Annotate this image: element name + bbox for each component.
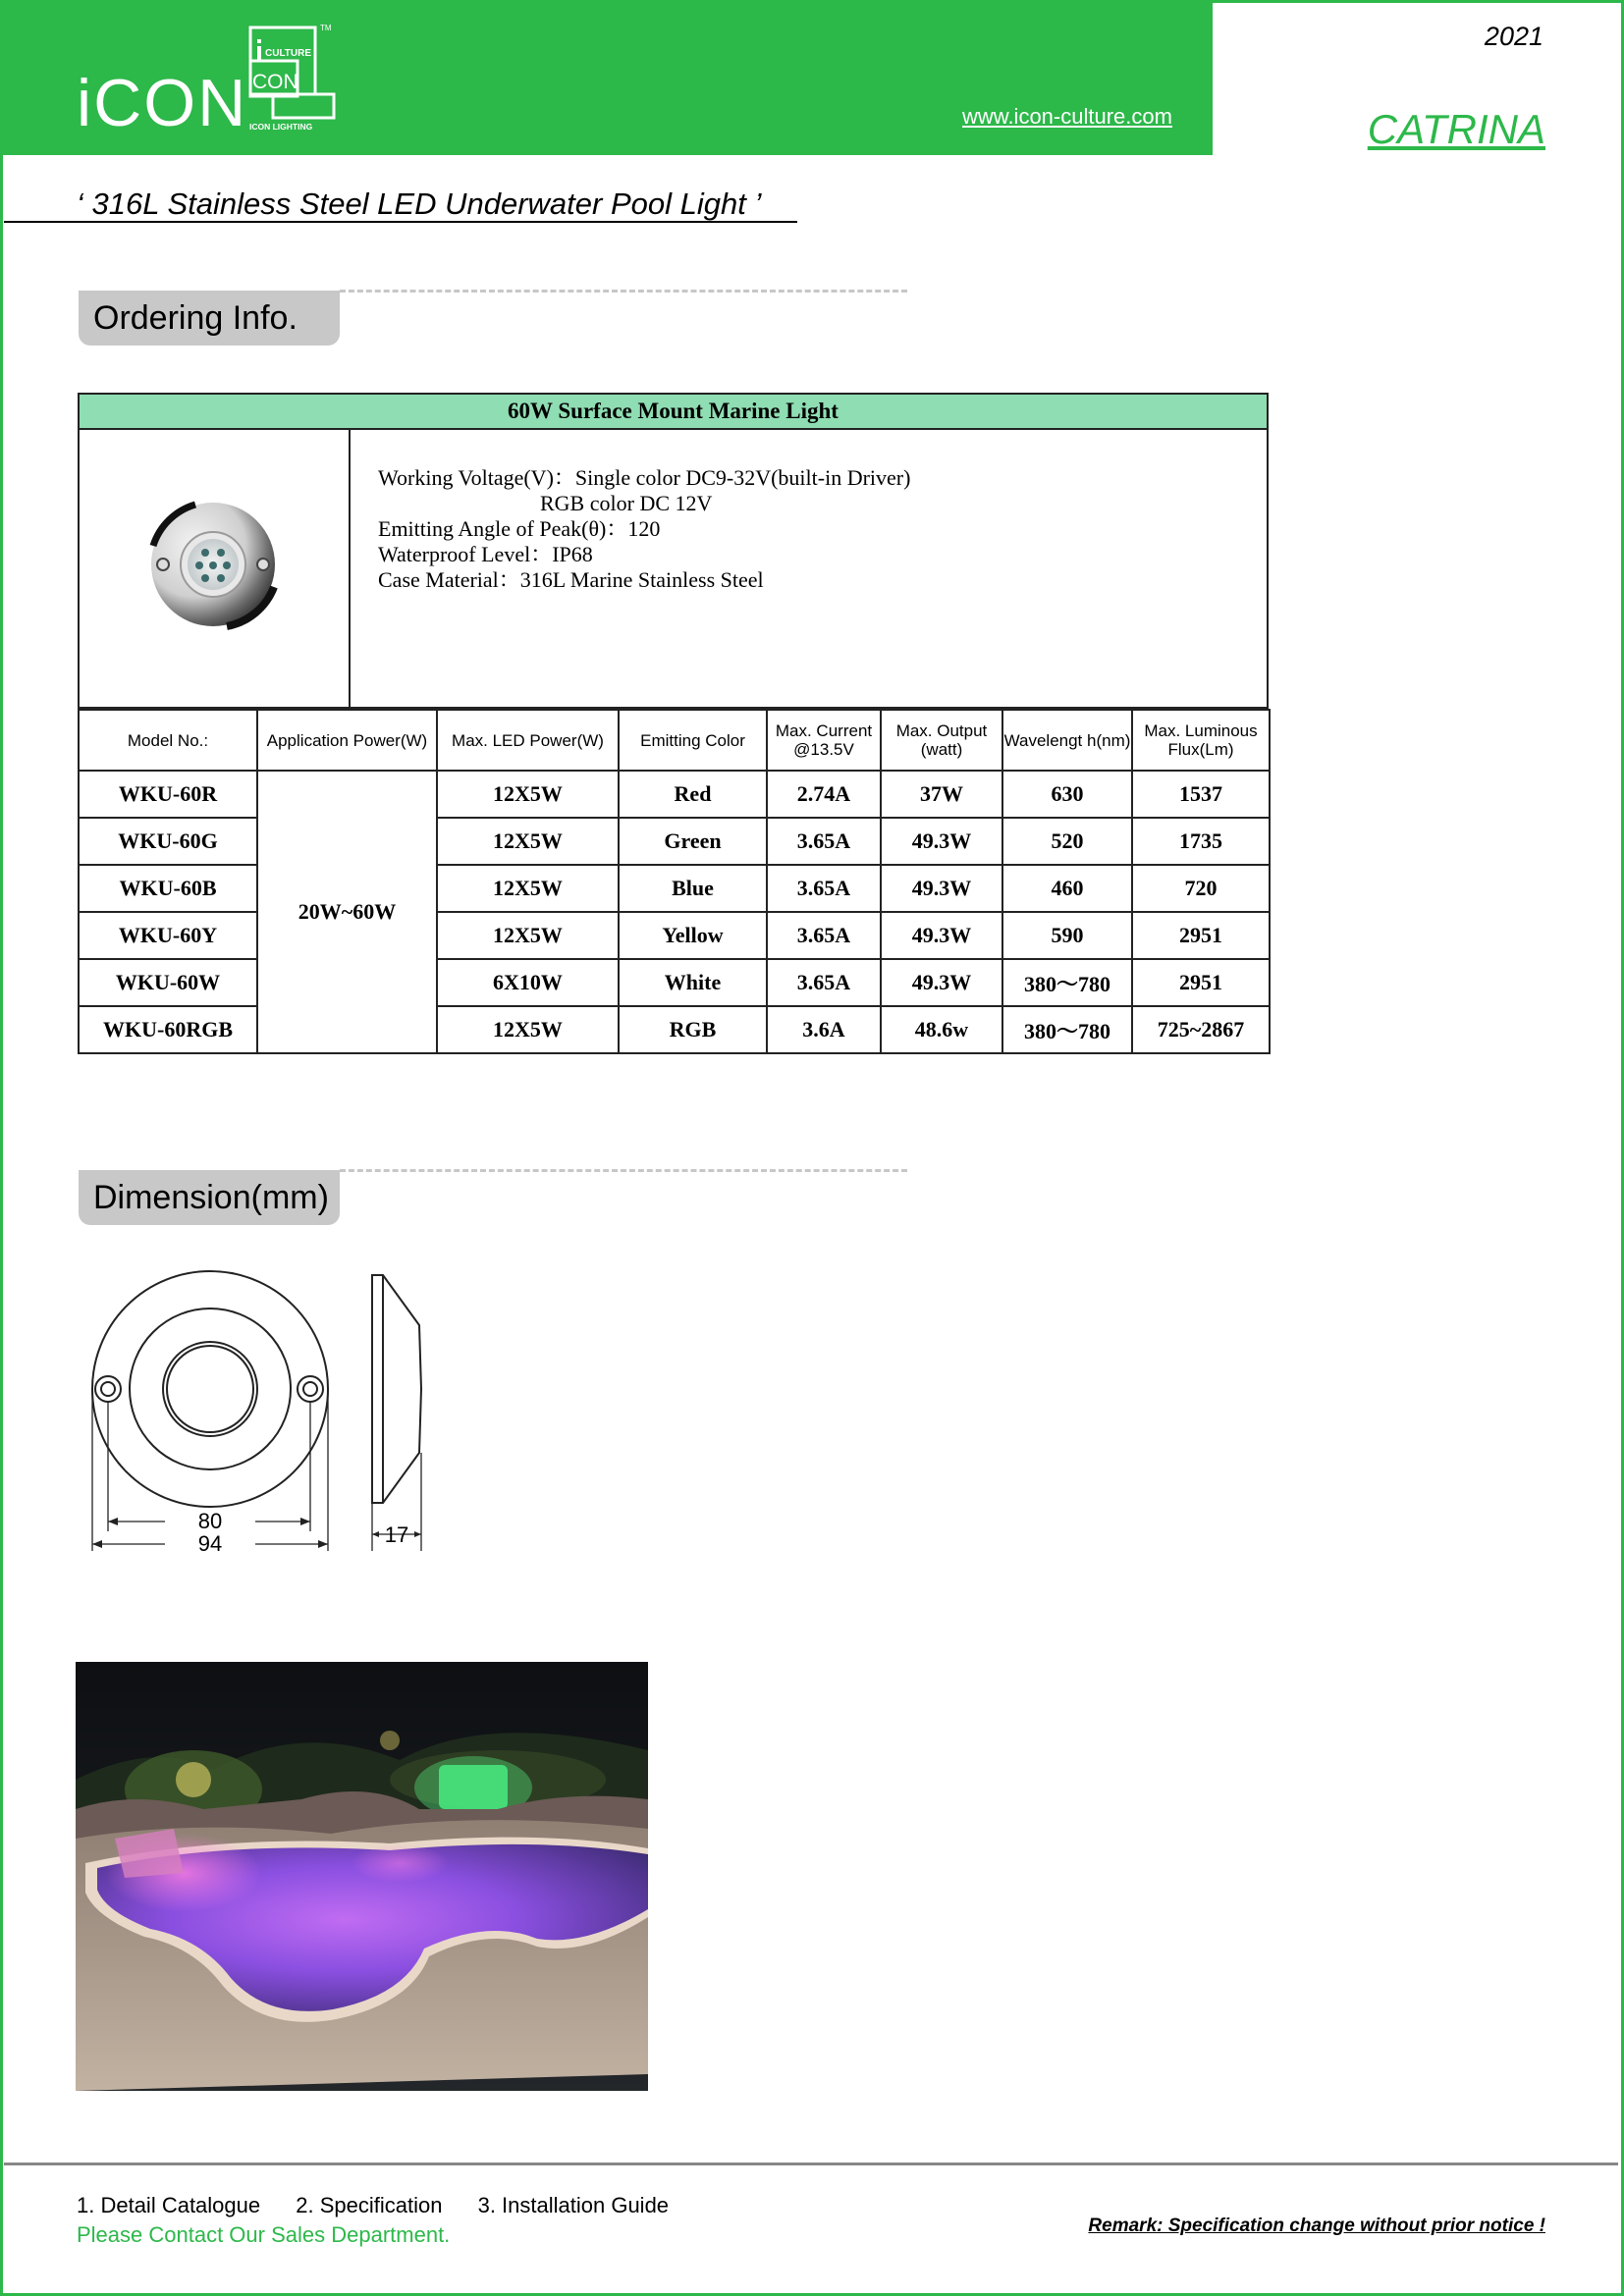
spec-voltage-rgb: RGB color DC 12V [378,491,713,515]
led-cell: 12X5W [437,865,619,912]
led-cell: 12X5W [437,1006,619,1053]
wavelength-cell: 590 [1002,912,1132,959]
current-cell: 3.65A [767,959,881,1006]
current-cell: 3.65A [767,865,881,912]
led-cell: 12X5W [437,771,619,818]
output-cell: 48.6w [881,1006,1002,1053]
current-cell: 3.65A [767,912,881,959]
dimension-outer: 94 [197,1531,223,1556]
logo-mark-line2: CON [252,71,298,93]
brand-name: CATRINA [1367,106,1545,152]
remark-note: Remark: Specification change without prior notice ! [1088,2216,1545,2236]
table-row [79,771,1270,818]
wavelength-cell: 380～780 [1002,959,1132,1006]
website-link[interactable]: www.icon-culture.com [962,104,1172,129]
icon-culture-logo [244,22,344,132]
model-cell: WKU-60R [79,771,257,818]
spec-table [78,709,1271,1054]
product-table [78,393,1269,1054]
wavelength-cell: 460 [1002,865,1132,912]
model-cell: WKU-60G [79,818,257,865]
flux-cell: 1735 [1132,818,1270,865]
application-power-cell: 20W~60W [257,771,437,1053]
spec-material: Case Material：316L Marine Stainless Steel [378,567,764,592]
wavelength-cell: 380～780 [1002,1006,1132,1053]
led-cell: 6X10W [437,959,619,1006]
product-photo [80,430,351,707]
spec-voltage: Working Voltage(V)：Single color DC9-32V(built-in Driver) [378,465,911,490]
flux-cell: 2951 [1132,959,1270,1006]
link-detail-catalogue[interactable]: 1. Detail Catalogue [77,2193,261,2217]
color-cell: White [619,959,767,1006]
model-cell: WKU-60RGB [79,1006,257,1053]
footer-divider [4,2163,1618,2165]
output-cell: 49.3W [881,865,1002,912]
section-ordering-info: Ordering Info. [79,291,340,346]
col-header: Max. Output (watt) [881,710,1002,771]
logo-text: iCON [77,66,248,140]
flux-cell: 1537 [1132,771,1270,818]
col-header: Model No.: [79,710,257,771]
pool-light-icon [80,430,345,707]
output-cell: 49.3W [881,959,1002,1006]
year-label: 2021 [1484,22,1543,51]
table-row [79,959,1270,1006]
flux-cell: 725~2867 [1132,1006,1270,1053]
table-header-row [79,710,1270,771]
output-cell: 49.3W [881,818,1002,865]
output-cell: 37W [881,771,1002,818]
product-heading: 60W Surface Mount Marine Light [78,393,1269,428]
current-cell: 3.65A [767,818,881,865]
col-header: Application Power(W) [257,710,437,771]
col-header: Max. LED Power(W) [437,710,619,771]
section-dimension: Dimension(mm) [79,1170,340,1225]
table-row [79,912,1270,959]
model-cell: WKU-60Y [79,912,257,959]
led-cell: 12X5W [437,912,619,959]
col-header: Emitting Color [619,710,767,771]
spec-list [351,430,910,707]
color-cell: Red [619,771,767,818]
output-cell: 49.3W [881,912,1002,959]
current-cell: 3.6A [767,1006,881,1053]
logo-tagline: ICON LIGHTING [249,122,313,132]
logo-mark-line1: CULTURE [265,48,312,59]
color-cell: Blue [619,865,767,912]
col-header: Max. Current @13.5V [767,710,881,771]
flux-cell: 720 [1132,865,1270,912]
dimension-drawing [79,1266,452,1561]
logo-tm: TM [320,24,332,32]
dimension-depth: 17 [384,1522,409,1547]
wavelength-cell: 520 [1002,818,1132,865]
flux-cell: 2951 [1132,912,1270,959]
title-underline [4,221,797,223]
spec-waterproof: Waterproof Level：IP68 [378,542,593,566]
section-divider [340,290,907,293]
led-cell: 12X5W [437,818,619,865]
color-cell: Green [619,818,767,865]
color-cell: Yellow [619,912,767,959]
page-title: ‘ 316L Stainless Steel LED Underwater Pool Light ’ [77,187,762,221]
pool-night-photo [76,1662,648,2091]
contact-note: Please Contact Our Sales Department. [77,2222,451,2247]
col-header: Wavelengt h(nm) [1002,710,1132,771]
product-overview [78,428,1269,709]
table-row [79,818,1270,865]
table-row [79,865,1270,912]
dimension-inner: 80 [197,1509,223,1533]
header-bar [0,0,1213,155]
color-cell: RGB [619,1006,767,1053]
col-header: Max. Luminous Flux(Lm) [1132,710,1270,771]
footer-links [77,2193,698,2218]
current-cell: 2.74A [767,771,881,818]
link-installation-guide[interactable]: 3. Installation Guide [477,2193,670,2217]
model-cell: WKU-60W [79,959,257,1006]
wavelength-cell: 630 [1002,771,1132,818]
spec-angle: Emitting Angle of Peak(θ)：120 [378,516,661,541]
table-row [79,1006,1270,1053]
section-divider [340,1169,907,1172]
link-specification[interactable]: 2. Specification [296,2193,443,2217]
model-cell: WKU-60B [79,865,257,912]
